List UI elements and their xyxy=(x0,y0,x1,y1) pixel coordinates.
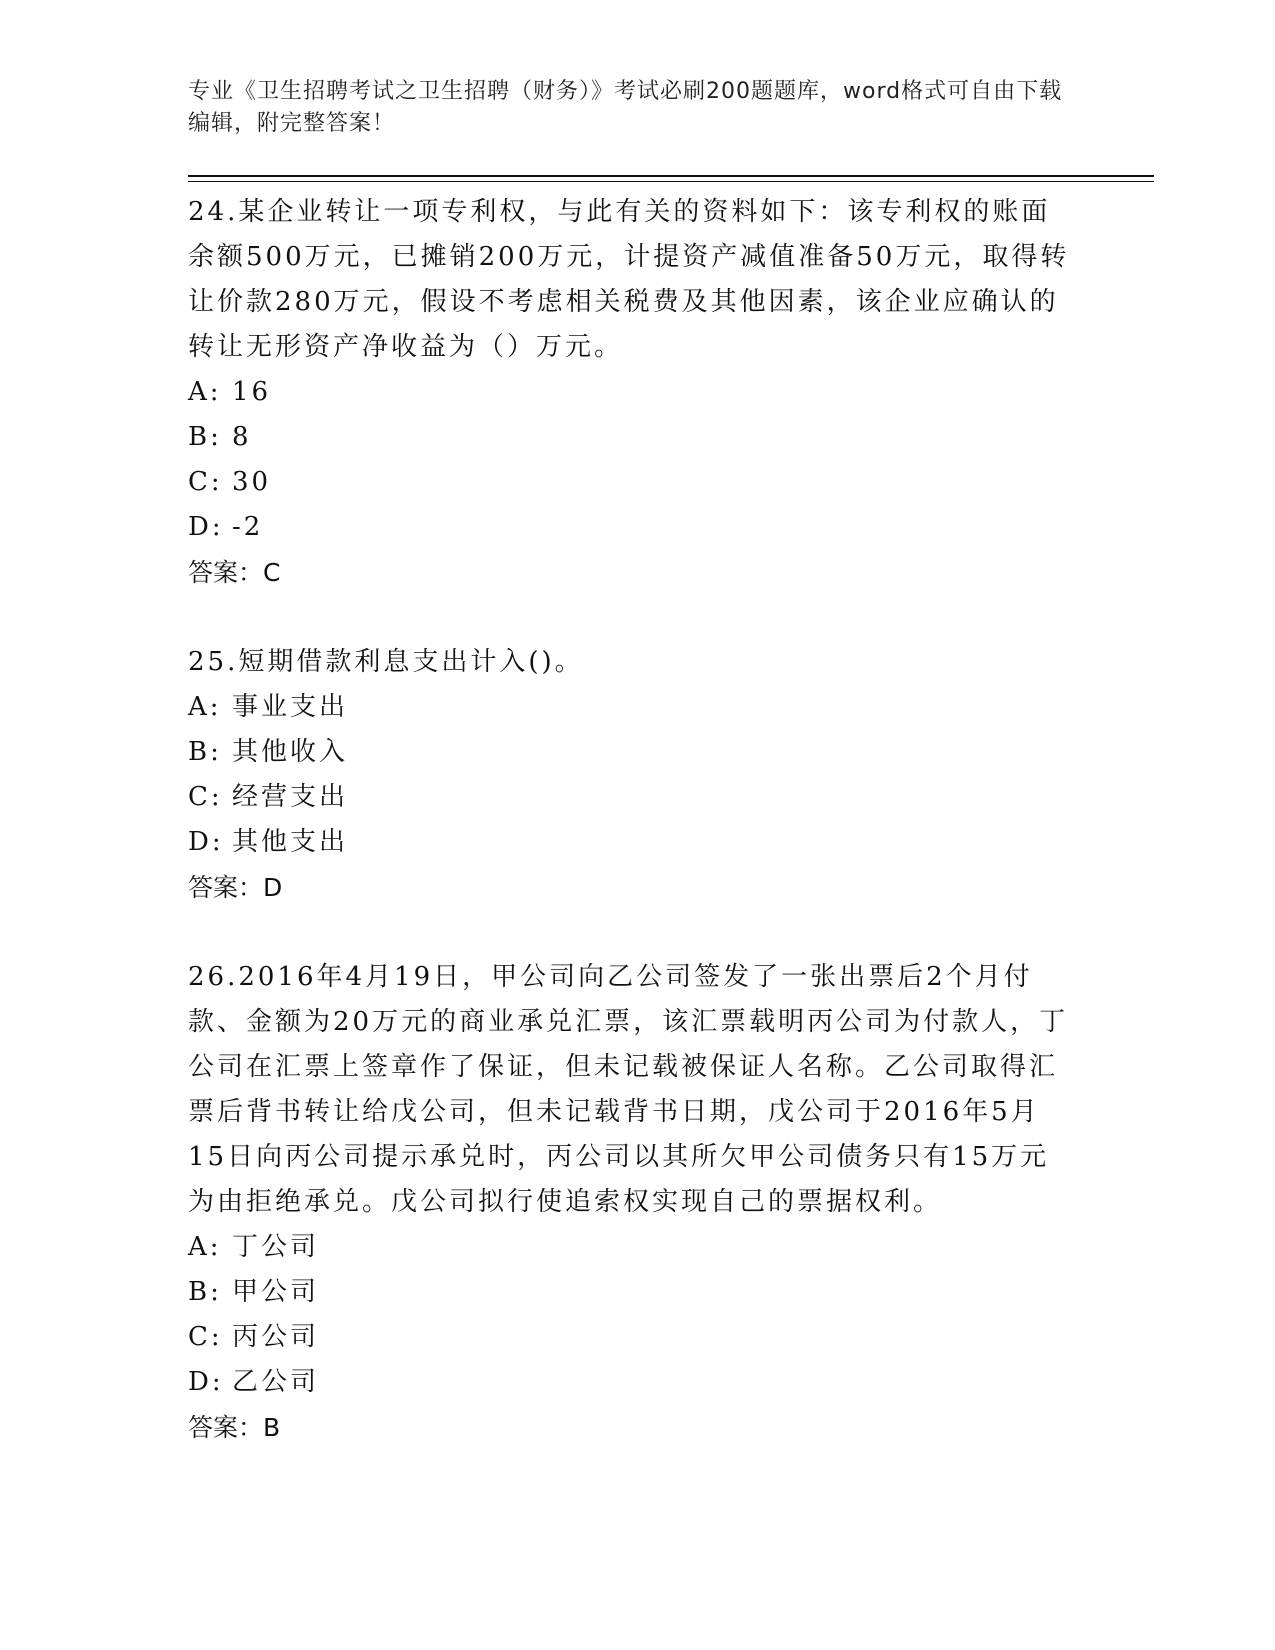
option-text: 16 xyxy=(232,377,272,407)
option-key: C: xyxy=(188,782,223,812)
header-rule-thin xyxy=(188,181,1154,182)
option-text: -2 xyxy=(232,512,264,542)
option-text: 30 xyxy=(232,467,272,497)
option-c xyxy=(188,460,1078,505)
option-key: B: xyxy=(188,422,222,452)
option-text: 其他支出 xyxy=(232,827,349,857)
option-c xyxy=(188,775,1078,820)
question-26 xyxy=(188,955,1078,1450)
option-text: 事业支出 xyxy=(232,692,349,722)
option-text: 其他收入 xyxy=(232,737,349,767)
option-text: 丁公司 xyxy=(232,1232,320,1262)
question-25 xyxy=(188,640,1078,910)
option-key: D: xyxy=(188,1367,224,1397)
option-text: 经营支出 xyxy=(232,782,349,812)
option-key: D: xyxy=(188,512,224,542)
option-text: 甲公司 xyxy=(232,1277,320,1307)
option-d xyxy=(188,505,1078,550)
question-list xyxy=(188,190,1078,1450)
option-a xyxy=(188,685,1078,730)
spacer xyxy=(188,910,1078,955)
option-d xyxy=(188,820,1078,865)
option-text: 乙公司 xyxy=(232,1367,320,1397)
header-rule-thick xyxy=(188,175,1154,177)
option-a xyxy=(188,1225,1078,1270)
question-stem: 25.短期借款利息支出计入()。 xyxy=(188,647,584,677)
option-key: A: xyxy=(188,377,222,407)
option-b xyxy=(188,730,1078,775)
option-a xyxy=(188,370,1078,415)
option-key: A: xyxy=(188,692,222,722)
question-24 xyxy=(188,190,1078,595)
question-stem: 26.2016年4月19日，甲公司向乙公司签发了一张出票后2个月付款、金额为20万元的商业承兑汇票，该汇票载明丙公司为付款人，丁公司在汇票上签章作了保证，但未记载被保证人名称。乙公司取得汇票后背书转让给戊公司，但未记载背书日期，戊公司于2016年5月15日向丙公司提示承兑时，丙公司以其所欠甲公司债务只有15万元为由拒绝承兑。戊公司拟行使追索权实现自己的票据权利。 xyxy=(188,962,1069,1217)
page-header: 专业《卫生招聘考试之卫生招聘（财务）》考试必刷200题题库，word格式可自由下载编辑，附完整答案！ xyxy=(188,79,1063,136)
option-b xyxy=(188,1270,1078,1315)
option-key: B: xyxy=(188,737,222,767)
answer-line: 答案：C xyxy=(188,558,281,587)
option-key: C: xyxy=(188,467,223,497)
option-key: B: xyxy=(188,1277,222,1307)
option-key: C: xyxy=(188,1322,223,1352)
option-text: 8 xyxy=(232,422,252,452)
option-c xyxy=(188,1315,1078,1360)
question-stem: 24.某企业转让一项专利权，与此有关的资料如下：该专利权的账面余额500万元，已摊销200万元，计提资产减值准备50万元，取得转让价款280万元，假设不考虑相关税费及其他因素，该企业应确认的转让无形资产净收益为（）万元。 xyxy=(188,197,1070,362)
option-d xyxy=(188,1360,1078,1405)
option-b xyxy=(188,415,1078,460)
spacer xyxy=(188,595,1078,640)
option-key: D: xyxy=(188,827,224,857)
option-text: 丙公司 xyxy=(232,1322,320,1352)
option-key: A: xyxy=(188,1232,222,1262)
answer-line: 答案：B xyxy=(188,1413,281,1442)
answer-line: 答案：D xyxy=(188,873,283,902)
